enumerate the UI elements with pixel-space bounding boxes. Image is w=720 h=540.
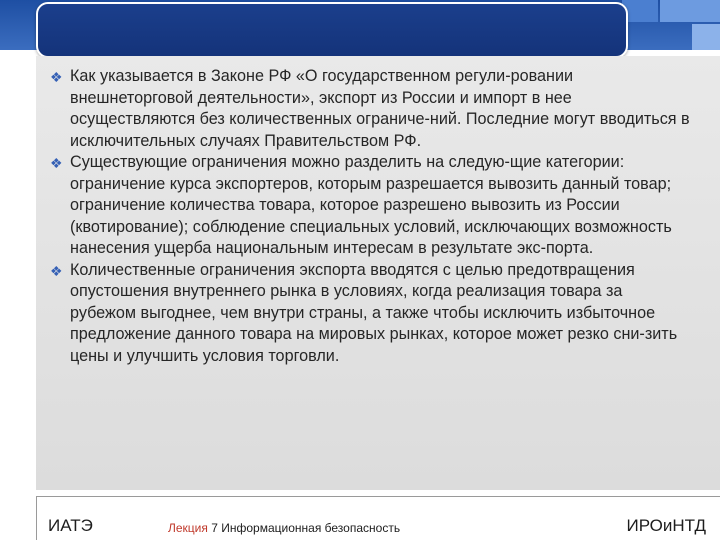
footer-divider	[36, 496, 720, 497]
bullet-text: Существующие ограничения можно разделить на следую-щие категории: ограничение курса экспортеров, которым разрешается вывозить данный товар; ограничение количества товара, которое разрешено вывозить из России (квотирование); соблюдение специальных условий, исключающих возможность нанесения ущерба национальным интересам в результате экс-порта.	[70, 153, 672, 257]
bullet-item	[50, 66, 690, 152]
lecture-number: 7	[211, 521, 218, 535]
decor-square	[660, 0, 720, 22]
bullet-list	[50, 66, 690, 367]
bullet-item	[50, 152, 690, 260]
footer-lecture-info	[168, 521, 400, 535]
footer-institution: ИАТЭ	[48, 516, 93, 535]
decor-square	[692, 24, 720, 50]
bullet-text: Количественные ограничения экспорта вводятся с целью предотвращения опустошения внутреннего рынка в условиях, когда реализация товара за рубежом выгоднее, чем внутри страны, а также чтобы исключить избыточное предложение данного товара на мировых рынках, которое может резко сни-зить цены и улучшить условия торговли.	[70, 260, 678, 365]
footer-vertical-divider	[36, 496, 37, 540]
footer-department: ИРОиНТД	[626, 516, 706, 535]
corner-decoration	[620, 0, 720, 52]
bullet-text: Как указывается в Законе РФ «О государственном регули-ровании внешнеторговой деятельности», экспорт из России и импорт в нее осуществляются без количественных ограниче-ний. Последние могут вводиться в исключительных случаях Правительством РФ.	[70, 67, 690, 150]
bullet-item	[50, 260, 690, 368]
diamond-bullet-icon: ❖	[50, 155, 63, 171]
diamond-bullet-icon: ❖	[50, 262, 63, 279]
lecture-label: Лекция	[168, 521, 208, 535]
diamond-bullet-icon: ❖	[50, 69, 63, 85]
lecture-title: Информационная безопасность	[221, 521, 401, 535]
slide-title-box	[36, 2, 628, 58]
